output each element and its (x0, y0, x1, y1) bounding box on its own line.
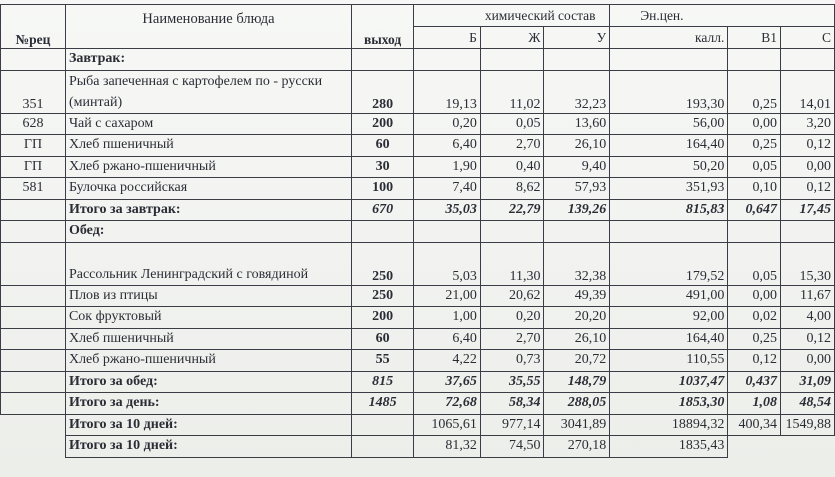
c-value: 0,12 (781, 178, 835, 200)
b1-value: 0,25 (728, 135, 781, 157)
recipe-code (1, 328, 66, 350)
protein-value: 0,20 (414, 113, 481, 135)
fat-value: 8,62 (480, 178, 544, 200)
b1-value: 0,02 (728, 307, 781, 329)
output-value: 30 (352, 156, 414, 178)
fat-value: 0,40 (480, 156, 544, 178)
b1-value: 0,05 (728, 242, 781, 285)
kcal-header: калл. (610, 27, 728, 49)
day-total-b1: 1,08 (728, 393, 781, 415)
day-total-row (1, 393, 835, 415)
total-carbs: 148,79 (544, 371, 610, 393)
recipe-code (1, 285, 66, 307)
day-total-fat: 58,34 (480, 393, 544, 415)
carbs-value: 9,40 (544, 156, 610, 178)
day-total-kcal: 1853,30 (610, 393, 728, 415)
total-carbs: 139,26 (544, 199, 610, 221)
dish-name: Рассольник Ленинградский с говядиной (65, 242, 351, 285)
ten-days-b1: 400,34 (728, 414, 781, 436)
dish-name: Хлеб ржано-пшеничный (65, 156, 351, 178)
day-total-protein: 72,68 (414, 393, 481, 415)
c-header: С (781, 27, 835, 49)
protein-value: 1,90 (414, 156, 481, 178)
carbs-value: 32,23 (544, 70, 610, 113)
total-kcal: 815,83 (610, 199, 728, 221)
dish-name: Хлеб пшеничный (65, 135, 351, 157)
b1-value: 0,10 (728, 178, 781, 200)
carbs-value: 13,60 (544, 113, 610, 135)
dish-name: Сок фруктовый (65, 307, 351, 329)
recipe-code (1, 350, 66, 372)
dish-name: Хлеб пшеничный (65, 328, 351, 350)
menu-table (0, 4, 835, 458)
fat-value: 11,02 (480, 70, 544, 113)
day-total-carbs: 288,05 (544, 393, 610, 415)
table-row (1, 70, 835, 113)
recipe-code: 581 (1, 178, 66, 200)
c-value: 4,00 (781, 307, 835, 329)
b1-value: 0,25 (728, 328, 781, 350)
output-value: 55 (352, 350, 414, 372)
lunch-title: Обед: (65, 221, 351, 243)
output-header: выход (352, 5, 414, 49)
fat-value: 20,62 (480, 285, 544, 307)
ten-days-avg-carbs: 270,18 (544, 436, 610, 458)
protein-value: 4,22 (414, 350, 481, 372)
dish-name: Хлеб ржано-пшеничный (65, 350, 351, 372)
recipe-code: 351 (1, 70, 66, 113)
output-value: 60 (352, 135, 414, 157)
chem-header: химический состав (414, 5, 610, 27)
ten-days-avg-row (1, 436, 835, 458)
c-value: 3,20 (781, 113, 835, 135)
table-row (1, 328, 835, 350)
c-value: 0,12 (781, 328, 835, 350)
ten-days-kcal: 18894,32 (610, 414, 728, 436)
lunch-title-row (1, 221, 835, 243)
carbs-value: 49,39 (544, 285, 610, 307)
carbs-header: У (544, 27, 610, 49)
table-row (1, 178, 835, 200)
breakfast-title: Завтрак: (65, 49, 351, 71)
lunch-total-row (1, 371, 835, 393)
kcal-value: 92,00 (610, 307, 728, 329)
total-protein: 37,65 (414, 371, 481, 393)
c-value: 0,00 (781, 350, 835, 372)
table-row (1, 307, 835, 329)
kcal-value: 491,00 (610, 285, 728, 307)
protein-value: 5,03 (414, 242, 481, 285)
output-value: 100 (352, 178, 414, 200)
header-row-1 (1, 5, 835, 27)
recipe-code: ГП (1, 135, 66, 157)
output-value: 250 (352, 242, 414, 285)
carbs-value: 57,93 (544, 178, 610, 200)
ten-days-fat: 977,14 (480, 414, 544, 436)
b1-value: 0,12 (728, 350, 781, 372)
recipe-no-header: №рец (1, 5, 66, 49)
dish-name: Рыба запеченная с картофелем по - русски (минтай) (65, 70, 351, 113)
day-total-output: 1485 (352, 393, 414, 415)
total-c: 31,09 (781, 371, 835, 393)
kcal-value: 50,20 (610, 156, 728, 178)
kcal-value: 56,00 (610, 113, 728, 135)
table-row (1, 113, 835, 135)
total-c: 17,45 (781, 199, 835, 221)
c-value: 15,30 (781, 242, 835, 285)
kcal-value: 351,93 (610, 178, 728, 200)
total-protein: 35,03 (414, 199, 481, 221)
ten-days-avg-label: Итого за 10 дней: (65, 436, 351, 458)
ten-days-protein: 1065,61 (414, 414, 481, 436)
output-value: 200 (352, 307, 414, 329)
energy-header: Эн.цен. (610, 5, 728, 27)
ten-days-c: 1549,88 (781, 414, 835, 436)
table-row (1, 135, 835, 157)
fat-value: 0,73 (480, 350, 544, 372)
carbs-value: 32,38 (544, 242, 610, 285)
protein-header: Б (414, 27, 481, 49)
output-value: 200 (352, 113, 414, 135)
total-kcal: 1037,47 (610, 371, 728, 393)
ten-days-total-row (1, 414, 835, 436)
recipe-code (1, 307, 66, 329)
c-value: 11,67 (781, 285, 835, 307)
breakfast-title-row (1, 49, 835, 71)
output-value: 280 (352, 70, 414, 113)
total-b1: 0,647 (728, 199, 781, 221)
total-label: Итого за обед: (65, 371, 351, 393)
ten-days-carbs: 3041,89 (544, 414, 610, 436)
kcal-value: 193,30 (610, 70, 728, 113)
recipe-code: ГП (1, 156, 66, 178)
table-row (1, 242, 835, 285)
ten-days-label: Итого за 10 дней: (65, 414, 351, 436)
kcal-value: 164,40 (610, 135, 728, 157)
fat-value: 0,05 (480, 113, 544, 135)
dish-name-header: Наименование блюда (65, 5, 351, 49)
day-total-c: 48,54 (781, 393, 835, 415)
total-fat: 35,55 (480, 371, 544, 393)
c-value: 14,01 (781, 70, 835, 113)
b1-header: B1 (728, 27, 781, 49)
carbs-value: 26,10 (544, 135, 610, 157)
fat-value: 11,30 (480, 242, 544, 285)
carbs-value: 26,10 (544, 328, 610, 350)
fat-value: 2,70 (480, 328, 544, 350)
protein-value: 21,00 (414, 285, 481, 307)
total-fat: 22,79 (480, 199, 544, 221)
kcal-value: 164,40 (610, 328, 728, 350)
breakfast-total-row (1, 199, 835, 221)
protein-value: 6,40 (414, 328, 481, 350)
total-output: 670 (352, 199, 414, 221)
total-label: Итого за завтрак: (65, 199, 351, 221)
ten-days-avg-fat: 74,50 (480, 436, 544, 458)
fat-value: 2,70 (480, 135, 544, 157)
b1-value: 0,05 (728, 156, 781, 178)
recipe-code (1, 242, 66, 285)
table-row (1, 285, 835, 307)
output-value: 250 (352, 285, 414, 307)
day-total-label: Итого за день: (65, 393, 351, 415)
table-row (1, 350, 835, 372)
kcal-value: 179,52 (610, 242, 728, 285)
dish-name: Чай с сахаром (65, 113, 351, 135)
dish-name: Булочка российская (65, 178, 351, 200)
b1-value: 0,00 (728, 285, 781, 307)
output-value: 60 (352, 328, 414, 350)
protein-value: 6,40 (414, 135, 481, 157)
fat-header: Ж (480, 27, 544, 49)
b1-value: 0,00 (728, 113, 781, 135)
b1-value: 0,25 (728, 70, 781, 113)
recipe-code: 628 (1, 113, 66, 135)
table-row (1, 156, 835, 178)
kcal-value: 110,55 (610, 350, 728, 372)
total-output: 815 (352, 371, 414, 393)
ten-days-avg-kcal: 1835,43 (610, 436, 728, 458)
protein-value: 7,40 (414, 178, 481, 200)
protein-value: 19,13 (414, 70, 481, 113)
fat-value: 0,20 (480, 307, 544, 329)
c-value: 0,00 (781, 156, 835, 178)
total-b1: 0,437 (728, 371, 781, 393)
carbs-value: 20,72 (544, 350, 610, 372)
protein-value: 1,00 (414, 307, 481, 329)
carbs-value: 20,20 (544, 307, 610, 329)
ten-days-avg-protein: 81,32 (414, 436, 481, 458)
c-value: 0,12 (781, 135, 835, 157)
dish-name: Плов из птицы (65, 285, 351, 307)
